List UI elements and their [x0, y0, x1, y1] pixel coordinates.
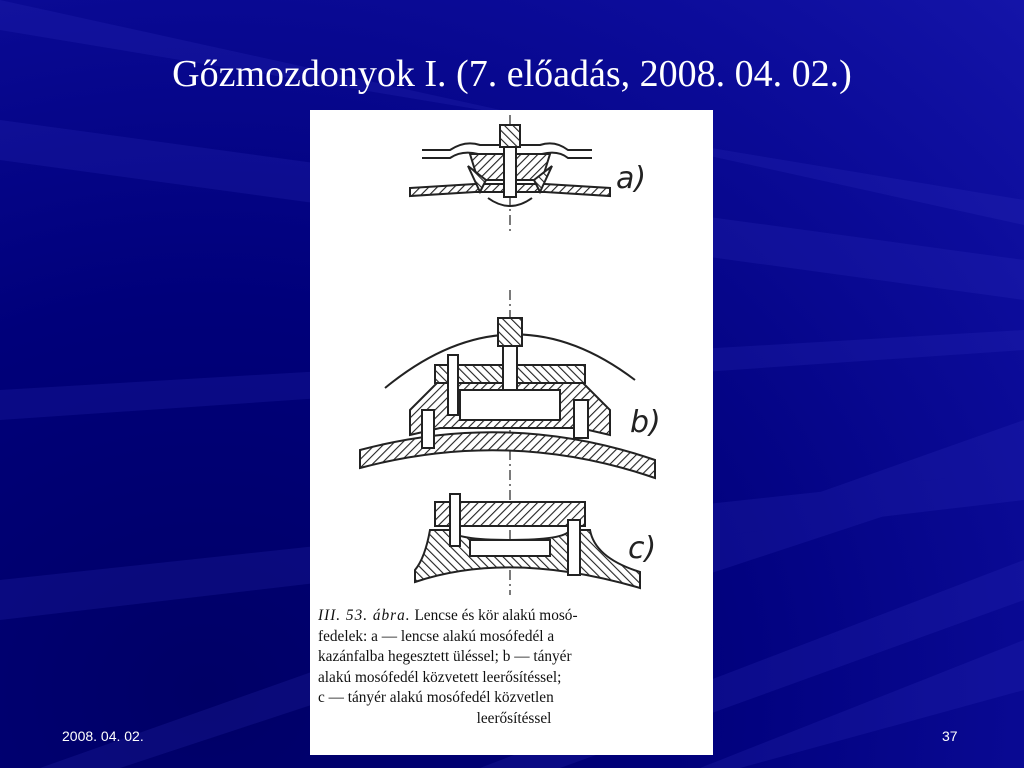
caption-line-6: leerősítéssel	[476, 709, 552, 727]
slide-title: Gőzmozdonyok I. (7. előadás, 2008. 04. 02.)	[172, 53, 852, 95]
caption-line-4: alakú mosófedél közvetett leerősítéssel;	[318, 668, 562, 686]
figure-c	[415, 490, 640, 595]
footer-date: 2008. 04. 02.	[62, 728, 144, 744]
label-b: b)	[630, 405, 661, 440]
label-a: a)	[616, 161, 647, 196]
figure-a	[410, 115, 610, 235]
slide-number: 37	[942, 728, 958, 744]
caption-line-1: Lencse és kör alakú mosó-	[414, 607, 578, 624]
caption-line-5: c — tányér alakú mosófedél közvetlen	[318, 689, 554, 706]
caption-line-2: fedelek: a — lencse alakú mosófedél a	[318, 627, 555, 645]
caption-line-3: kazánfalba hegesztett üléssel; b — tányér	[318, 648, 572, 665]
figure-caption	[318, 606, 710, 729]
label-c: c)	[628, 531, 657, 566]
technical-figure	[310, 110, 713, 755]
caption-ref: III. 53. ábra.	[318, 607, 411, 624]
figure-b	[360, 290, 655, 490]
